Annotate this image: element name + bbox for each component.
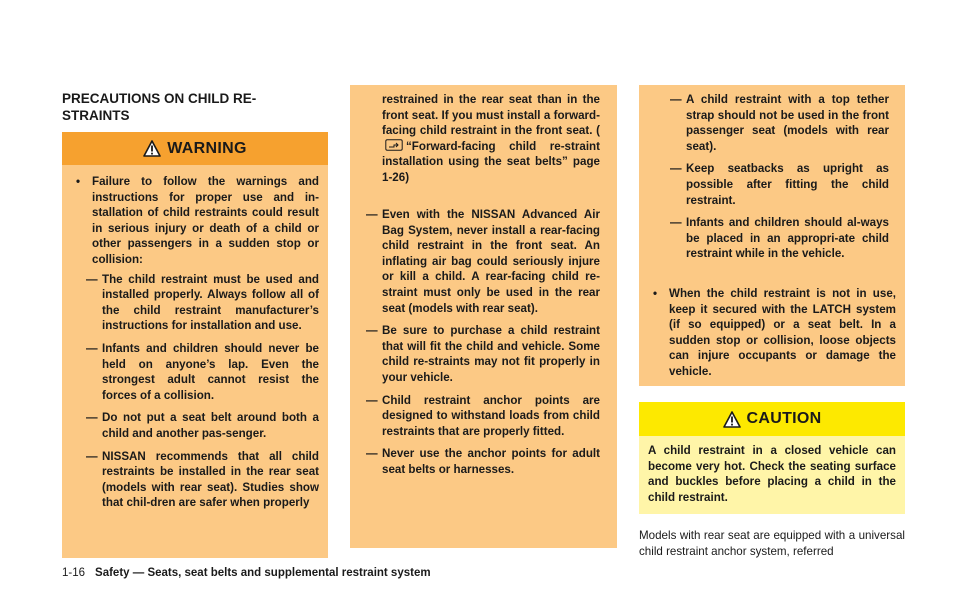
dash-item [670, 161, 889, 208]
dash-item-text: A child restraint with a top tether strap should not be used in the front passenger seat (models with rear seat). [686, 93, 889, 153]
dash-item-text: Even with the NISSAN Advanced Air Bag System, never install a rear-facing child restraint in the front seat. An inflating air bag could seriously injure or kill a child. A rear-facing child re-straint must only be used in the rear seat (models with rear seat). [382, 208, 600, 315]
continuation-text [382, 92, 600, 186]
warning-panel-col3 [639, 85, 905, 386]
dash-item-text: Do not put a seat belt around both a child and another pas-senger. [102, 411, 319, 440]
dash-item [670, 92, 889, 154]
dash-item [366, 393, 600, 440]
warning-header [62, 132, 328, 165]
warning-bullet [70, 174, 319, 268]
dash-item [366, 207, 600, 316]
dash-item-text: Be sure to purchase a child restraint that will fit the child and vehicle. Some child re-straints may not fit properly in your vehicle. [382, 324, 600, 384]
dash-list-col2-items [382, 207, 600, 478]
dash-item-text: NISSAN recommends that all child restraints be installed in the rear seat (models with rear seat). Studies show that chil-dren are safer when properly [102, 449, 319, 510]
footer-title: Safety — Seats, seat belts and supplemental restraint system [95, 567, 431, 579]
page-number: 1-16 [62, 567, 86, 579]
caution-text: A child restraint in a closed vehicle can become very hot. Check the seating surface and buckles before placing a child in the child restraint. [648, 444, 896, 504]
reference-pointer-icon [385, 139, 403, 151]
warning-panel-col2 [350, 85, 617, 548]
continuation-text-a: restrained in the rear seat than in the front seat. If you must install a forward-facing child restraint in the front seat. ( [382, 93, 600, 138]
dash-item [86, 410, 319, 441]
caution-label: CAUTION [746, 410, 822, 427]
dash-item [86, 272, 319, 334]
warning-panel-col1 [62, 165, 328, 558]
caution-panel [639, 436, 905, 514]
dash-list-col1 [70, 272, 319, 511]
dash-item-text: Never use the anchor points for adult seat belts or harnesses. [382, 447, 600, 476]
warning-bullet-text: Failure to follow the warnings and instructions for proper use and in-stallation of child restraints could result in serious injury or death of a child or other passengers in a sudden stop or collision: [92, 175, 319, 266]
dash-item [86, 449, 319, 511]
dash-item [86, 341, 319, 403]
dash-item-text: The child restraint must be used and installed properly. Always follow all of the child restraint manufacturer’s instructions for installation and use. [102, 272, 319, 333]
page-footer [62, 567, 431, 579]
warning-bullet-list [70, 174, 319, 511]
warning-bullet-text: When the child restraint is not in use, keep it secured with the LATCH system (if so equipped) or a seat belt. In a sudden stop or collision, loose objects can injure occupants or damage the vehicle. [669, 287, 896, 378]
dash-item-text: Keep seatbacks as upright as possible after fitting the child restraint. [686, 162, 889, 207]
warning-triangle-icon [143, 140, 161, 157]
dash-item-text: Infants and children should never be held on anyone’s lap. Even the strongest adult cannot resist the forces of a collision. [102, 341, 319, 402]
section-title: PRECAUTIONS ON CHILD RE-STRAINTS [62, 91, 257, 123]
dash-list-col3 [686, 92, 889, 262]
caution-header [639, 402, 905, 436]
dash-item-text: Infants and children should al-ways be placed in an appropri-ate child restraint while in the vehicle. [686, 216, 889, 261]
dash-list-col2 [382, 92, 600, 186]
warning-label: WARNING [167, 139, 247, 157]
dash-item [670, 215, 889, 262]
warning-bullet-col3 [647, 286, 896, 380]
dash-item [366, 323, 600, 385]
body-text: Models with rear seat are equipped with a universal child restraint anchor system, referred [639, 529, 905, 558]
warning-bullet [647, 286, 896, 380]
continuation-text-ref: “Forward-facing child re-straint installation using the seat belts” page 1-26) [382, 139, 600, 184]
dash-item [366, 446, 600, 477]
warning-triangle-icon [723, 411, 741, 428]
dash-item-text: Child restraint anchor points are designed to withstand loads from child restraints that are properly fitted. [382, 393, 600, 438]
